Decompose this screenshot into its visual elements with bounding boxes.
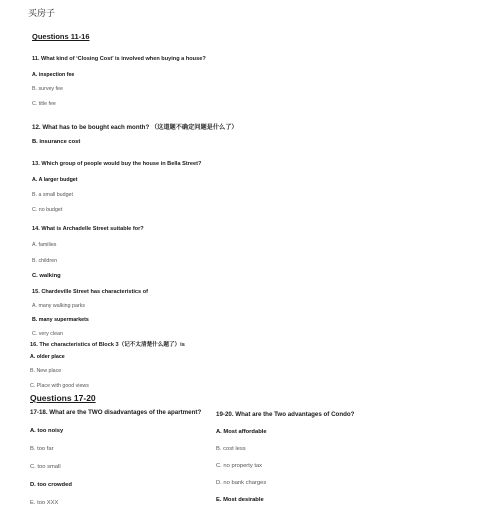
q17-18-option-b: B. too far [30, 446, 54, 452]
section-heading-11-16: Questions 11-16 [32, 32, 90, 41]
q11-option-b: B. survey fee [32, 86, 63, 92]
q11-option-a: A. inspection fee [32, 72, 75, 78]
question-15: 15. Chardeville Street has characteristics of [32, 289, 148, 295]
q13-option-a: A. A larger budget [32, 177, 78, 183]
document-title: 买房子 [28, 8, 56, 18]
q13-option-b: B. a small budget [32, 192, 73, 198]
q17-18-option-e: E. too XXX [30, 500, 59, 506]
q17-18-option-c: C. too small [30, 464, 61, 470]
question-17-18: 17-18. What are the TWO disadvantages of the apartment? [30, 409, 202, 416]
question-19-20: 19-20. What are the Two advantages of Condo? [216, 411, 355, 418]
question-13: 13. Which group of people would buy the house in Bella Street? [32, 161, 202, 167]
q19-20-option-b: B. cost less [216, 446, 246, 452]
q14-option-b: B. children [32, 258, 58, 264]
section-heading-17-20: Questions 17-20 [30, 393, 96, 403]
q14-option-c: C. walking [32, 273, 61, 279]
q19-20-option-d: D. no bank charges [216, 480, 267, 486]
q15-option-b: B. many supermarkets [32, 317, 89, 323]
q12-answer: B. insurance cost [32, 139, 81, 145]
question-12: 12. What has to be bought each month? （这道题不确定问题是什么了） [32, 124, 238, 131]
q17-18-option-a: A. too noisy [30, 428, 64, 434]
question-11: 11. What kind of ‘Closing Cost’ is involved when buying a house? [32, 56, 206, 62]
q15-option-c: C. very clean [32, 331, 63, 337]
q19-20-option-a: A. Most affordable [216, 429, 267, 435]
q13-option-c: C. no budget [32, 207, 63, 213]
question-14: 14. What is Archadelle Street suitable for? [32, 226, 144, 232]
q16-option-a: A. older place [30, 354, 65, 360]
q15-option-a: A. many walking parks [32, 303, 85, 309]
q19-20-option-c: C. no property tax [216, 463, 263, 469]
q11-option-c: C. title fee [32, 101, 56, 107]
q16-option-b: B. New place [30, 368, 62, 374]
question-16: 16. The characteristics of Block 3（记不太清楚什么题了）is [30, 342, 185, 348]
q19-20-option-e: E. Most desirable [216, 497, 264, 503]
q16-option-c: C. Place with good views [30, 383, 89, 389]
q14-option-a: A. families [32, 242, 57, 248]
q17-18-option-d: D. too crowded [30, 482, 72, 488]
